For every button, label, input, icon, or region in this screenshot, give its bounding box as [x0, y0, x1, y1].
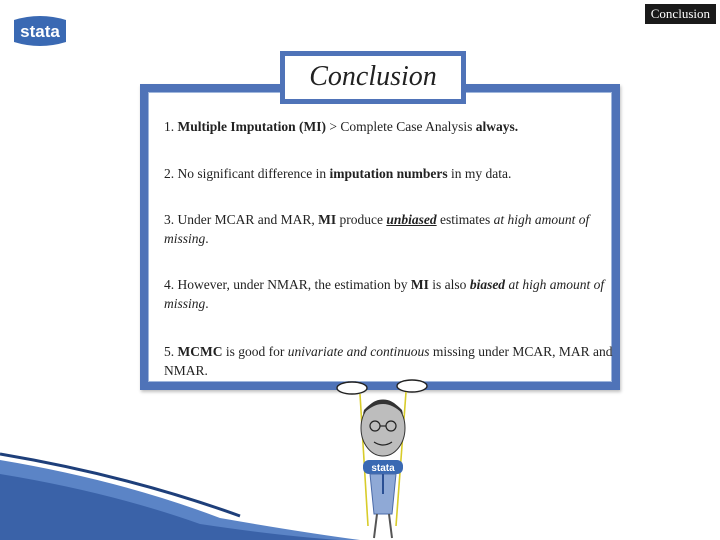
- item-number: 4.: [164, 277, 175, 292]
- item-text: missing under MCAR, MAR and NMAR.: [164, 344, 613, 378]
- item-text: always.: [475, 119, 519, 134]
- decorative-wave: [0, 440, 360, 540]
- item-text: produce: [336, 212, 387, 227]
- item-text: MCMC: [177, 344, 223, 359]
- item-text: .: [205, 231, 209, 246]
- item-text: at high amount of missing: [164, 212, 590, 246]
- item-text: Multiple Imputation (MI): [177, 119, 326, 134]
- slide-title: Conclusion: [309, 61, 437, 92]
- item-text: MI: [318, 212, 337, 227]
- item-number: 2.: [164, 166, 175, 181]
- item-text: at high amount of missing: [164, 277, 605, 311]
- stata-logo: [10, 14, 70, 48]
- item-text: Under MCAR and MAR,: [177, 212, 319, 227]
- conclusion-item: [164, 210, 614, 248]
- conclusion-item: [164, 164, 511, 183]
- item-text: MI: [410, 277, 429, 292]
- item-text: However, under NMAR, the estimation by: [177, 277, 411, 292]
- conclusion-item: [164, 275, 614, 313]
- conclusion-item: [164, 117, 518, 136]
- item-text: unbiased: [386, 212, 437, 227]
- svg-text:stata: stata: [371, 463, 395, 474]
- item-text: imputation numbers: [329, 166, 448, 181]
- item-number: 1.: [164, 119, 175, 134]
- item-text: No significant difference in: [177, 166, 330, 181]
- item-text: estimates: [436, 212, 494, 227]
- item-text: in my data.: [447, 166, 512, 181]
- conclusion-item: [164, 342, 614, 380]
- item-number: 5.: [164, 344, 175, 359]
- svg-text:stata: stata: [20, 22, 60, 41]
- presenter-illustration: [330, 376, 434, 540]
- header-tag: Conclusion: [645, 4, 716, 24]
- title-plate: [280, 51, 466, 104]
- item-text: univariate and continuous: [287, 344, 430, 359]
- item-text: > Complete Case Analysis: [326, 119, 476, 134]
- item-text: is also: [428, 277, 470, 292]
- item-text: .: [205, 296, 209, 311]
- item-text: biased: [469, 277, 506, 292]
- item-text: is good for: [222, 344, 288, 359]
- item-number: 3.: [164, 212, 175, 227]
